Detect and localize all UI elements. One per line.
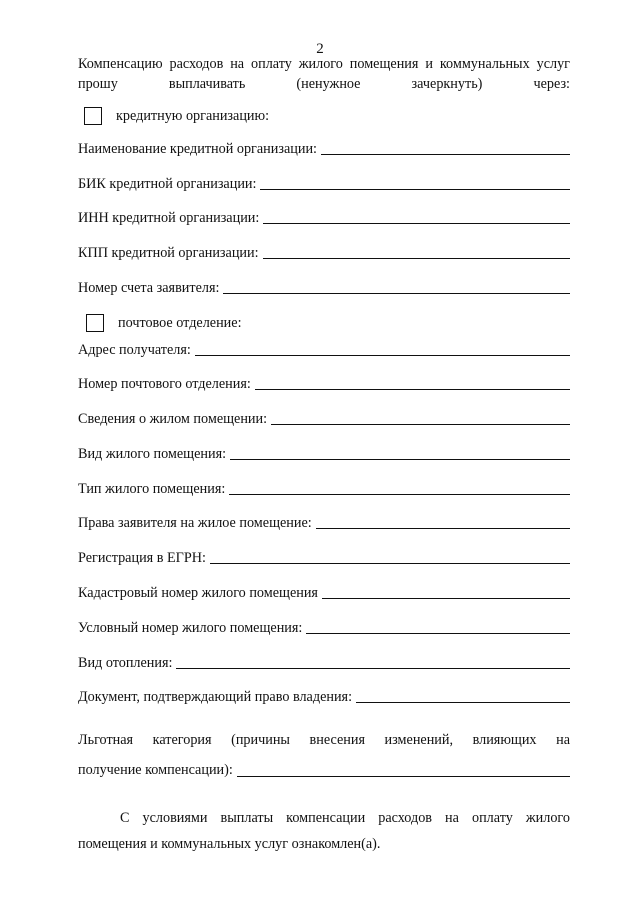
field-row-applicant-rights [78, 512, 570, 532]
credit-organization-label: кредитную организацию: [116, 107, 270, 124]
field-row-heating-type [78, 652, 570, 672]
field-label: Вид жилого помещения: [78, 446, 227, 462]
benefit-category-block [78, 730, 570, 790]
field-label: Регистрация в ЕГРН: [78, 550, 206, 566]
field-label: Документ, подтверждающий право владения: [78, 689, 353, 705]
post-office-label: почтовое отделение: [118, 314, 242, 331]
page-number: 2 [316, 41, 324, 57]
field-row-credit-name [78, 138, 570, 158]
field-label: Права заявителя на жилое помещение: [78, 515, 312, 531]
field-row-housing-kind [78, 443, 570, 463]
fill-line[interactable] [356, 686, 570, 703]
intro-paragraph: Компенсацию расходов на оплату жилого помещения и коммунальных услуг прошу выплачивать (ненужное зачеркнуть) через: [78, 56, 570, 92]
option-credit-organization[interactable] [84, 106, 269, 126]
field-label: Условный номер жилого помещения: [78, 620, 303, 636]
credit-organization-checkbox[interactable] [84, 107, 102, 125]
benefit-category-label: получение компенсации): [78, 762, 233, 778]
field-label: БИК кредитной организации: [78, 176, 257, 192]
field-label: Адрес получателя: [78, 342, 191, 358]
field-label: Сведения о жилом помещении: [78, 411, 268, 427]
benefit-category-line1: Льготная категория (причины внесения изменений, влияющих на [78, 732, 570, 748]
fill-line[interactable] [210, 547, 570, 564]
fill-line[interactable] [271, 408, 570, 425]
fill-line[interactable] [223, 277, 570, 294]
fill-line[interactable] [263, 242, 570, 259]
field-row-housing-type [78, 478, 570, 498]
fill-line[interactable] [195, 339, 570, 356]
field-row-account-number [78, 277, 570, 297]
fill-line[interactable] [255, 373, 570, 390]
field-label: Кадастровый номер жилого помещения [78, 585, 318, 601]
acknowledgement-paragraph: С условиями выплаты компенсации расходов на оплату жилого помещения и коммунальных услуг ознакомлен(а). [78, 810, 570, 852]
field-label: Тип жилого помещения: [78, 481, 226, 497]
fill-line[interactable] [229, 478, 570, 495]
fill-line[interactable] [260, 173, 570, 190]
field-row-housing-info [78, 408, 570, 428]
field-row-conditional-number [78, 617, 570, 637]
fill-line[interactable] [322, 582, 570, 599]
fill-line[interactable] [321, 138, 570, 155]
field-row-credit-bik [78, 173, 570, 193]
fill-line[interactable] [176, 652, 570, 669]
field-label: Вид отопления: [78, 655, 173, 671]
field-label: Наименование кредитной организации: [78, 141, 317, 157]
field-row-egrn-registration [78, 547, 570, 567]
field-label: Номер почтового отделения: [78, 376, 251, 392]
fill-line[interactable] [263, 207, 570, 224]
field-row-credit-kpp [78, 242, 570, 262]
field-label: Номер счета заявителя: [78, 280, 220, 296]
fill-line[interactable] [237, 760, 570, 777]
option-post-office[interactable] [86, 313, 242, 333]
field-row-post-office-number [78, 373, 570, 393]
field-row-credit-inn [78, 207, 570, 227]
field-label: ИНН кредитной организации: [78, 210, 260, 226]
fill-line[interactable] [230, 443, 570, 460]
field-label: КПП кредитной организации: [78, 245, 259, 261]
benefit-category-line2 [78, 760, 570, 780]
post-office-checkbox[interactable] [86, 314, 104, 332]
field-row-recipient-address [78, 339, 570, 359]
fill-line[interactable] [316, 512, 570, 529]
field-row-cadastral-number [78, 582, 570, 602]
field-row-ownership-document [78, 686, 570, 706]
fill-line[interactable] [306, 617, 570, 634]
